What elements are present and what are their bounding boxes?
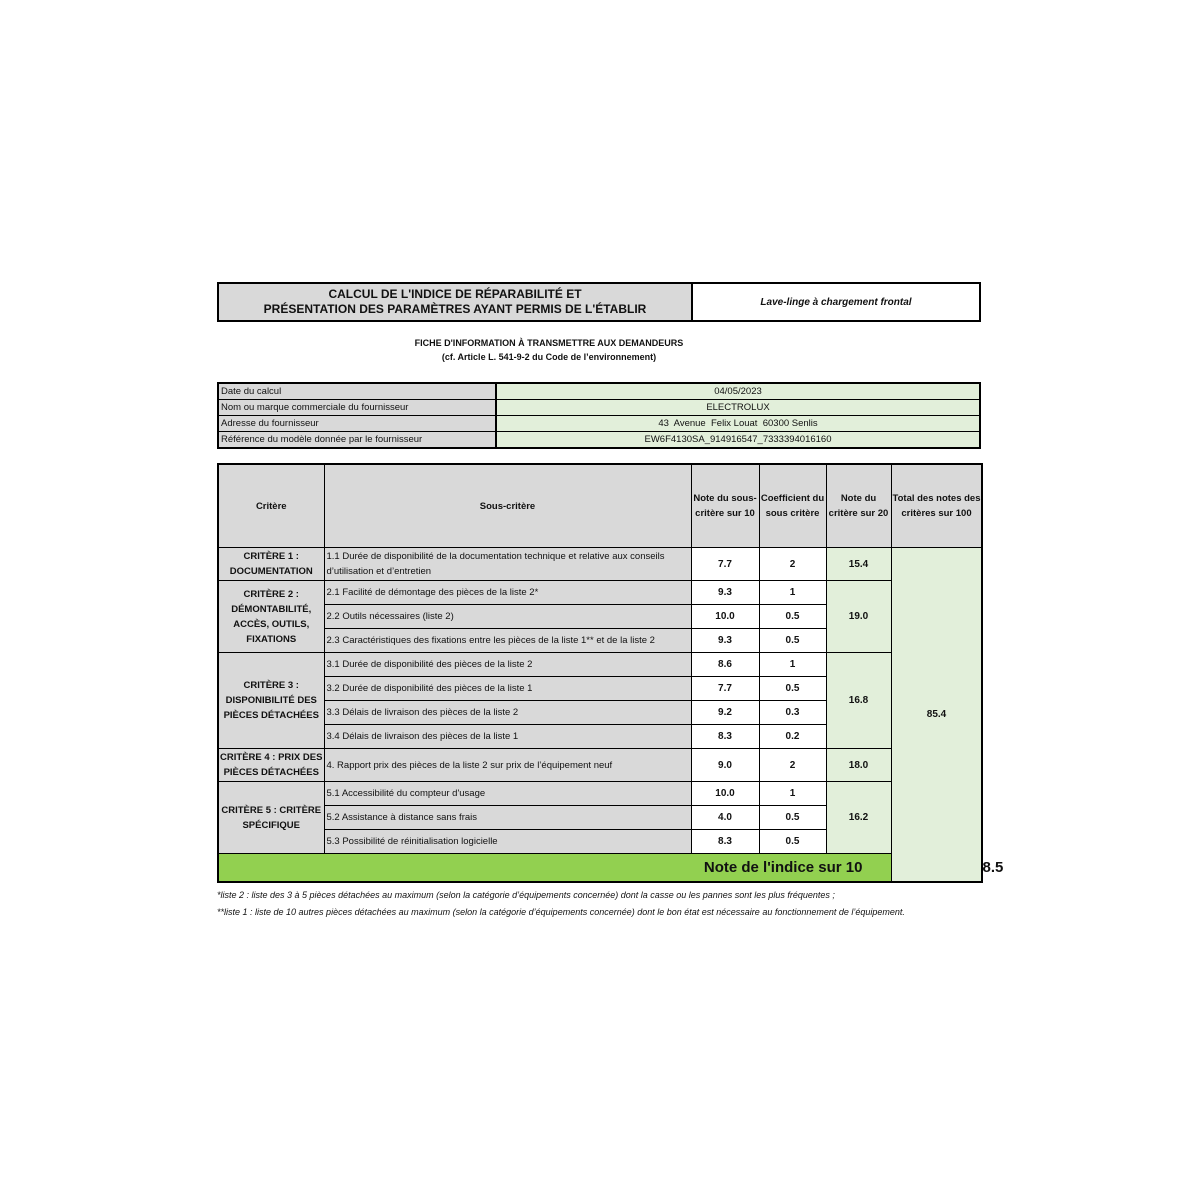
subcriterion-coef: 2	[759, 749, 826, 782]
info-value: 04/05/2023	[497, 384, 979, 399]
criterion-2-label: CRITÈRE 2 : DÉMONTABILITÉ, ACCÈS, OUTILS, FIXATIONS	[218, 581, 324, 653]
subcriterion-label: 5.3 Possibilité de réinitialisation logicielle	[324, 830, 691, 854]
subcriterion-label: 2.3 Caractéristiques des fixations entre les pièces de la liste 1** et de la liste 2	[324, 629, 691, 653]
table-row	[218, 749, 982, 782]
subcriterion-coef: 1	[759, 653, 826, 677]
subcriterion-label: 3.1 Durée de disponibilité des pièces de la liste 2	[324, 653, 691, 677]
subcriterion-label: 4. Rapport prix des pièces de la liste 2 sur prix de l’équipement neuf	[324, 749, 691, 782]
subcriterion-label: 3.4 Délais de livraison des pièces de la liste 1	[324, 725, 691, 749]
info-label: Adresse du fournisseur	[219, 416, 497, 431]
criterion-4-note: 18.0	[826, 749, 891, 782]
subcriterion-coef: 1	[759, 581, 826, 605]
subcriterion-coef: 1	[759, 782, 826, 806]
subcriterion-coef: 0.5	[759, 605, 826, 629]
fiche-subtitle	[117, 336, 981, 364]
col-header-critere: Critère	[218, 464, 324, 548]
criterion-5-note: 16.2	[826, 782, 891, 854]
subcriterion-note: 8.6	[691, 653, 759, 677]
info-label: Nom ou marque commerciale du fournisseur	[219, 400, 497, 415]
table-header-row	[218, 464, 982, 548]
subcriterion-coef: 0.5	[759, 830, 826, 854]
subcriterion-note: 9.0	[691, 749, 759, 782]
col-header-coefficient: Coefficient du sous critère	[759, 464, 826, 548]
subcriterion-coef: 2	[759, 548, 826, 581]
subcriterion-note: 4.0	[691, 806, 759, 830]
info-row-address	[219, 416, 979, 432]
info-value: EW6F4130SA_914916547_7333394016160	[497, 432, 979, 447]
document-header	[217, 282, 981, 322]
subcriterion-note: 9.3	[691, 581, 759, 605]
document-title	[219, 284, 693, 320]
footnotes	[217, 887, 981, 921]
subcriterion-note: 10.0	[691, 605, 759, 629]
subcriterion-coef: 0.3	[759, 701, 826, 725]
table-row	[218, 653, 982, 677]
info-row-date	[219, 384, 979, 400]
supplier-info-table	[217, 382, 981, 449]
criterion-1-note: 15.4	[826, 548, 891, 581]
criterion-3-label: CRITÈRE 3 : DISPONIBILITÉ DES PIÈCES DÉTACHÉES	[218, 653, 324, 749]
title-line-2: PRÉSENTATION DES PARAMÈTRES AYANT PERMIS DE L'ÉTABLIR	[263, 302, 647, 316]
title-line-1: CALCUL DE L'INDICE DE RÉPARABILITÉ ET	[328, 287, 582, 301]
info-label: Référence du modèle donnée par le fournisseur	[219, 432, 497, 447]
fiche-line-2: (cf. Article L. 541-9-2 du Code de l’environnement)	[441, 352, 657, 362]
subcriterion-label: 3.2 Durée de disponibilité des pièces de la liste 1	[324, 677, 691, 701]
criterion-1-label: CRITÈRE 1 : DOCUMENTATION	[218, 548, 324, 581]
index-label: Note de l'indice sur 10	[218, 854, 891, 883]
col-header-sous-critere: Sous-critère	[324, 464, 691, 548]
col-header-note-critere: Note du critère sur 20	[826, 464, 891, 548]
subcriterion-label: 1.1 Durée de disponibilité de la documentation technique et relative aux conseils d’utilisation et d’entretien	[324, 548, 691, 581]
col-header-total: Total des notes des critères sur 100	[891, 464, 982, 548]
subcriterion-label: 2.2 Outils nécessaires (liste 2)	[324, 605, 691, 629]
footnote-liste-2: *liste 2 : liste des 3 à 5 pièces détachées au maximum (selon la catégorie d’équipements concernée) dont la casse ou les pannes sont les plus fréquentes ;	[217, 890, 835, 900]
subcriterion-coef: 0.5	[759, 806, 826, 830]
subcriterion-label: 5.2 Assistance à distance sans frais	[324, 806, 691, 830]
subcriterion-note: 9.3	[691, 629, 759, 653]
subcriterion-note: 10.0	[691, 782, 759, 806]
subcriterion-note: 8.3	[691, 830, 759, 854]
table-row	[218, 782, 982, 806]
footnote-liste-1: **liste 1 : liste de 10 autres pièces détachées au maximum (selon la catégorie d’équipements concernée) dont le bon état est nécessaire au fonctionnement de l’équipement.	[217, 907, 905, 917]
total-notes: 85.4	[891, 548, 982, 883]
repairability-sheet	[217, 282, 1004, 921]
criterion-5-label: CRITÈRE 5 : CRITÈRE SPÉCIFIQUE	[218, 782, 324, 854]
subcriterion-label: 2.1 Facilité de démontage des pièces de la liste 2*	[324, 581, 691, 605]
repairability-score-table	[217, 463, 1004, 883]
criterion-4-label: CRITÈRE 4 : PRIX DES PIÈCES DÉTACHÉES	[218, 749, 324, 782]
subcriterion-note: 8.3	[691, 725, 759, 749]
criterion-3-note: 16.8	[826, 653, 891, 749]
product-type: Lave-linge à chargement frontal	[760, 296, 912, 308]
criterion-2-note: 19.0	[826, 581, 891, 653]
info-row-brand	[219, 400, 979, 416]
subcriterion-coef: 0.2	[759, 725, 826, 749]
subcriterion-note: 7.7	[691, 548, 759, 581]
subcriterion-note: 7.7	[691, 677, 759, 701]
info-row-model-reference	[219, 432, 979, 447]
info-label: Date du calcul	[219, 384, 497, 399]
fiche-line-1: FICHE D'INFORMATION À TRANSMETTRE AUX DEMANDEURS	[414, 338, 684, 348]
subcriterion-note: 9.2	[691, 701, 759, 725]
index-row: Note de l'indice sur 10 8.5	[218, 854, 982, 883]
col-header-note-sous-critere: Note du sous-critère sur 10	[691, 464, 759, 548]
subcriterion-label: 3.3 Délais de livraison des pièces de la liste 2	[324, 701, 691, 725]
subcriterion-label: 5.1 Accessibilité du compteur d'usage	[324, 782, 691, 806]
subcriterion-coef: 0.5	[759, 677, 826, 701]
table-row	[218, 581, 982, 605]
info-value: 43 Avenue Felix Louat 60300 Senlis	[497, 416, 979, 431]
info-value: ELECTROLUX	[497, 400, 979, 415]
subcriterion-coef: 0.5	[759, 629, 826, 653]
table-row	[218, 548, 982, 581]
